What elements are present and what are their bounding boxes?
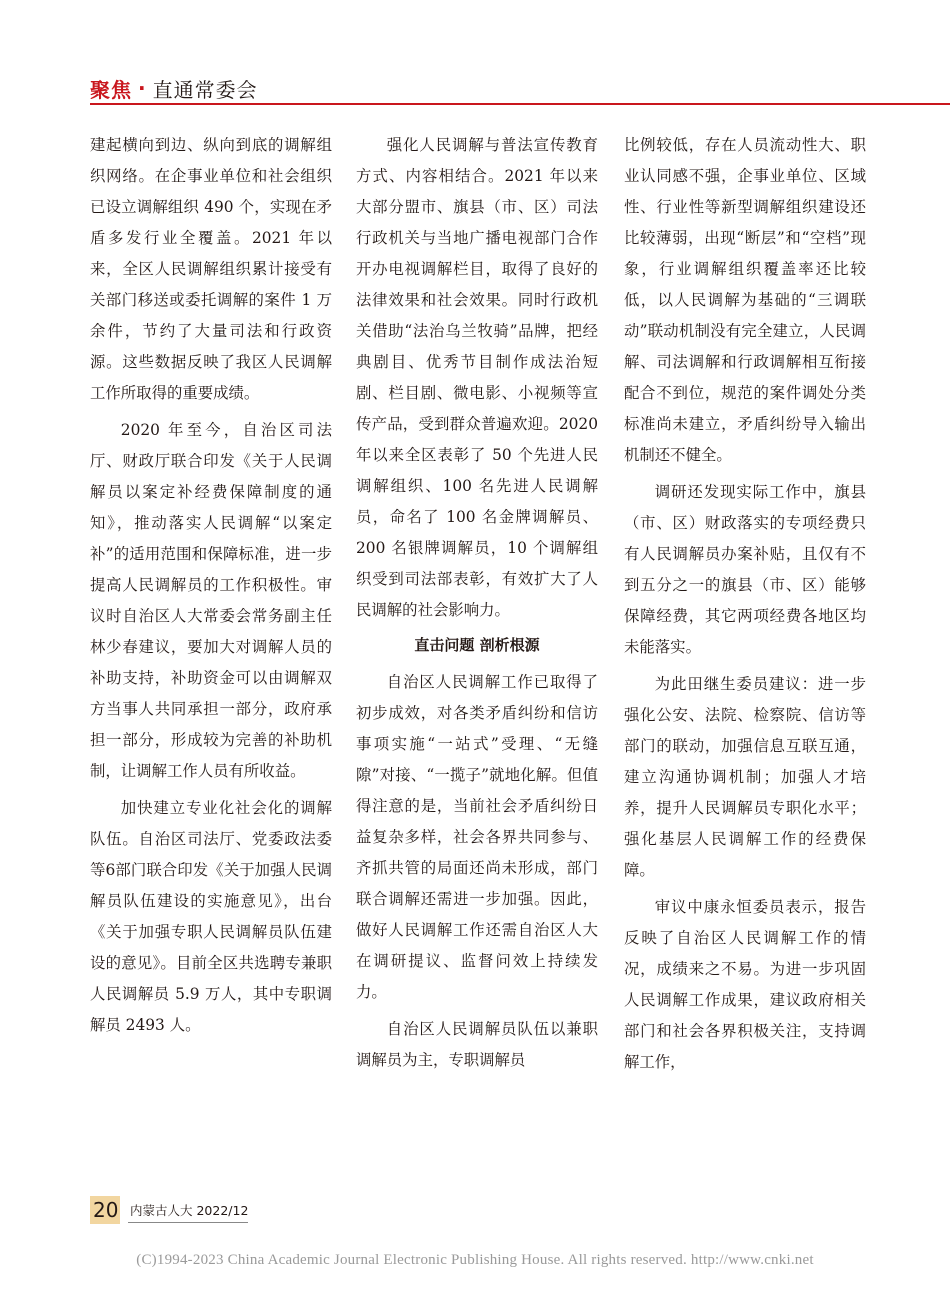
- paragraph: 调研还发现实际工作中，旗县（市、区）财政落实的专项经费只有人民调解员办案补贴，且仅有不到五分之一的旗县（市、区）能够保障经费，其它两项经费各地区均未能落实。: [624, 483, 866, 656]
- page-number: 20: [93, 1198, 119, 1222]
- magazine-issue: 内蒙古人大 2022/12: [130, 1203, 249, 1218]
- text-column-2: [356, 130, 598, 1076]
- paragraph: 比例较低，存在人员流动性大、职业认同感不强，企事业单位、区域性、行业性等新型调解组织建设还比较薄弱，出现“断层”和“空档”现象，行业调解组织覆盖率还比较低，以人民调解为基础的“三调联动”联动机制没有完全建立，人民调解、司法调解和行政调解相互衔接配合不到位，规范的案件调处分类标准尚未建立，矛盾纠纷导入输出机制还不健全。: [624, 136, 866, 464]
- section-label: 聚焦: [90, 77, 132, 102]
- paragraph: 为此田继生委员建议：进一步强化公安、法院、检察院、信访等部门的联动，加强信息互联互通，建立沟通协调机制；加强人才培养，提升人民调解员专职化水平；强化基层人民调解工作的经费保障。: [624, 675, 866, 879]
- paragraph: 2020 年至今，自治区司法厅、财政厅联合印发《关于人民调解员以案定补经费保障制度的通知》，推动落实人民调解“以案定补”的适用范围和保障标准，进一步提高人民调解员的工作积极性。审议时自治区人大常委会常务副主任林少春建议，要加大对调解人员的补助支持，补助资金可以由调解双方当事人共同承担一部分，政府承担一部分，形成较为完善的补助机制，让调解工作人员有所收益。: [90, 421, 332, 780]
- paragraph: 建起横向到边、纵向到底的调解组织网络。在企事业单位和社会组织已设立调解组织 490 个，实现在矛盾多发行业全覆盖。2021 年以来，全区人民调解组织累计接受有关部门移送或委托调解的案件 1 万余件，节约了大量司法和行政资源。这些数据反映了我区人民调解工作所取得的重要成绩。: [90, 136, 332, 402]
- copyright-notice: (C)1994-2023 China Academic Journal Electronic Publishing House. All rights reserved. http://www.cnki.net: [136, 1252, 814, 1268]
- paragraph: 审议中康永恒委员表示，报告反映了自治区人民调解工作的情况，成绩来之不易。为进一步巩固人民调解工作成果，建议政府相关部门和社会各界积极关注，支持调解工作，: [624, 898, 866, 1071]
- section-subtitle: 直通常委会: [152, 77, 258, 102]
- paragraph: 自治区人民调解员队伍以兼职调解员为主，专职调解员: [356, 1020, 598, 1069]
- text-column-1: [90, 130, 332, 1041]
- header-separator: ·: [138, 76, 147, 100]
- paragraph: 自治区人民调解工作已取得了初步成效，对各类矛盾纠纷和信访事项实施“一站式”受理、“无缝隙”对接、“一揽子”就地化解。但值得注意的是，当前社会矛盾纠纷日益复杂多样，社会各界共同参与、齐抓共管的局面还尚未形成，部门联合调解还需进一步加强。因此，做好人民调解工作还需自治区人大在调研提议、监督问效上持续发力。: [356, 673, 598, 1001]
- text-column-3: [624, 130, 866, 1078]
- section-header: [90, 72, 258, 104]
- paragraph: 加快建立专业化社会化的调解队伍。自治区司法厅、党委政法委等6部门联合印发《关于加强人民调解员队伍建设的实施意见》，出台《关于加强专职人民调解员队伍建设的意见》。目前全区共选聘专兼职人民调解员 5.9 万人，其中专职调解员 2493 人。: [90, 799, 332, 1034]
- footer-rule: [128, 1222, 248, 1223]
- section-subheading: 直击问题 剖析根源: [414, 636, 540, 654]
- paragraph: 强化人民调解与普法宣传教育方式、内容相结合。2021 年以来大部分盟市、旗县（市、区）司法行政机关与当地广播电视部门合作开办电视调解栏目，取得了良好的法律效果和社会效果。同时行政机关借助“法治乌兰牧骑”品牌，把经典剧目、优秀节目制作成法治短剧、栏目剧、微电影、小视频等宣传产品，受到群众普遍欢迎。2020 年以来全区表彰了 50 个先进人民调解组织、100 名先进人民调解员，命名了 100 名金牌调解员、200 名银牌调解员，10 个调解组织受到司法部表彰，有效扩大了人民调解的社会影响力。: [356, 136, 598, 619]
- header-rule: [90, 103, 950, 105]
